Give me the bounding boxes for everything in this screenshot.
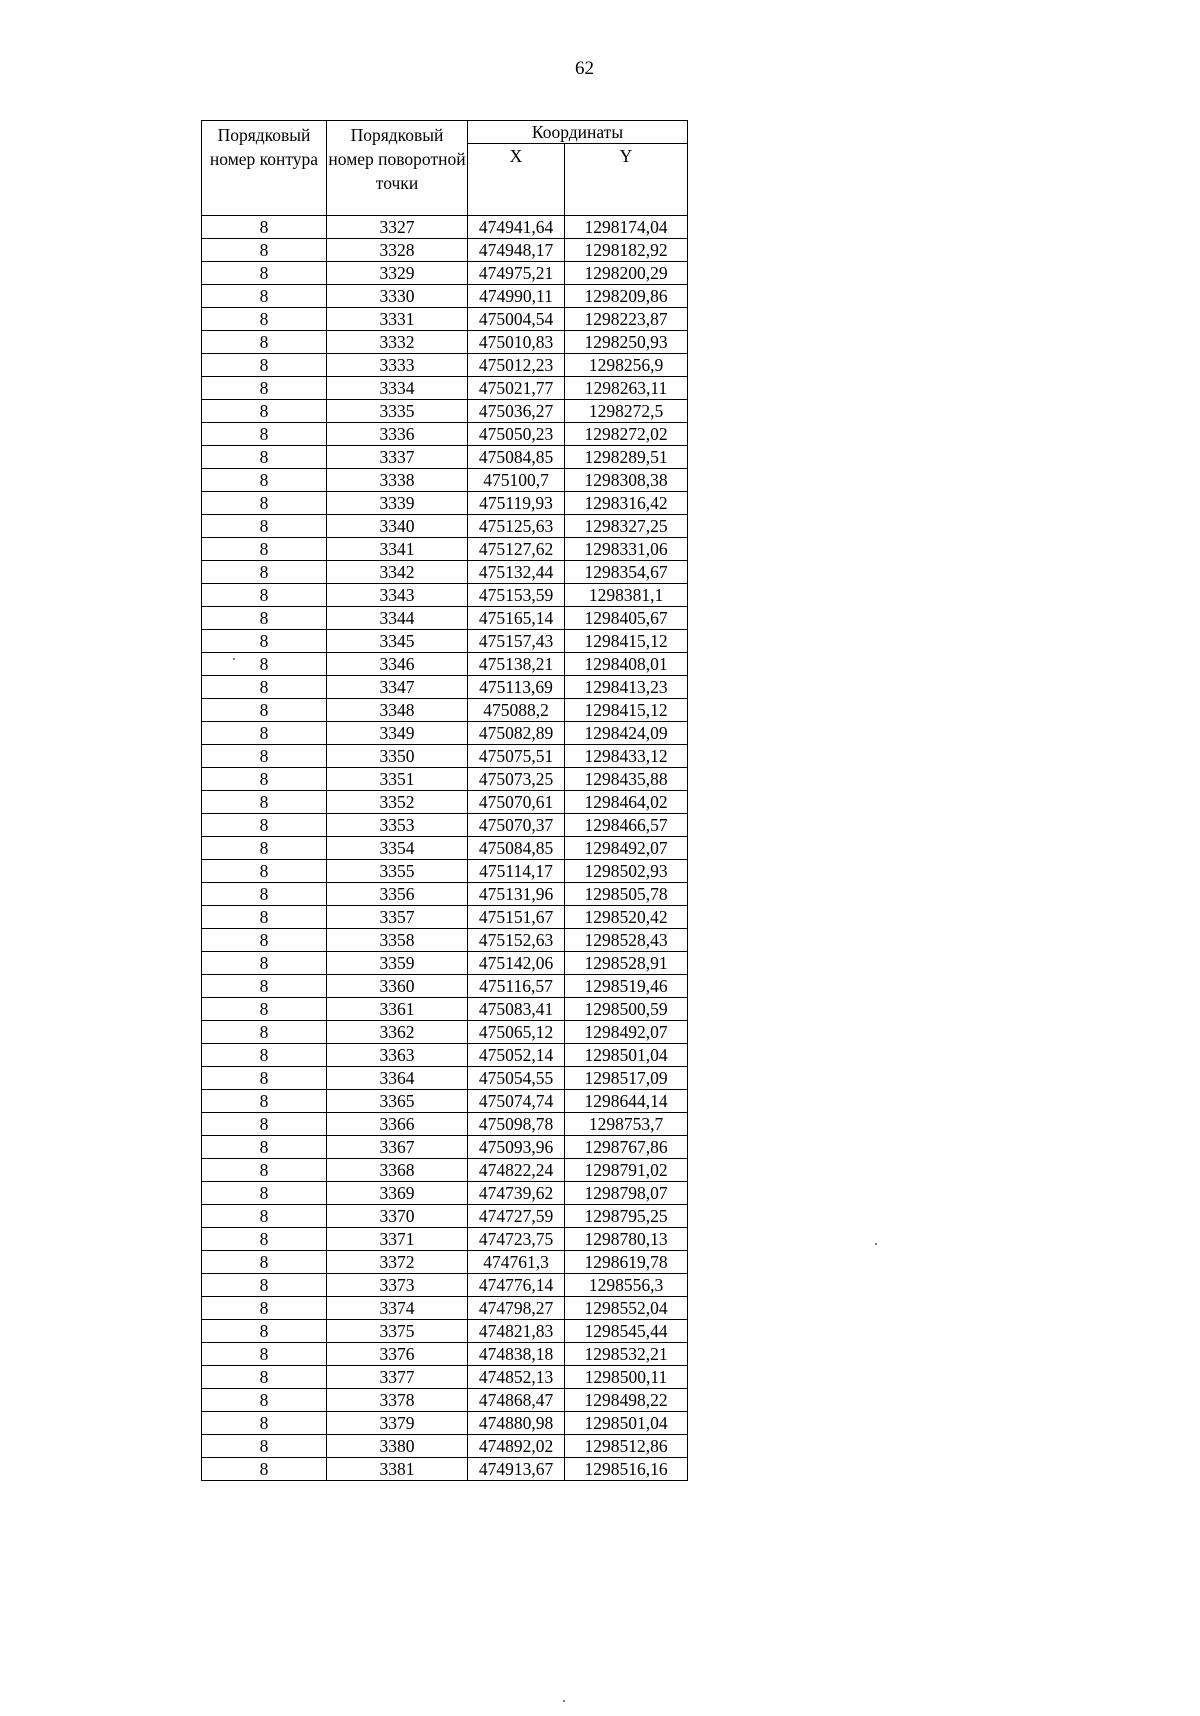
cell-x: 475065,12: [468, 1021, 565, 1044]
cell-point: 3342: [327, 561, 468, 584]
cell-contour: 8: [202, 906, 327, 929]
cell-point: 3375: [327, 1320, 468, 1343]
cell-point: 3333: [327, 354, 468, 377]
table-row: [202, 561, 688, 584]
cell-x: 474838,18: [468, 1343, 565, 1366]
table-row: [202, 1343, 688, 1366]
cell-y: 1298433,12: [565, 745, 688, 768]
table-row: [202, 745, 688, 768]
cell-y: 1298545,44: [565, 1320, 688, 1343]
cell-y: 1298767,86: [565, 1136, 688, 1159]
cell-point: 3354: [327, 837, 468, 860]
table-row: [202, 354, 688, 377]
cell-contour: 8: [202, 561, 327, 584]
cell-point: 3371: [327, 1228, 468, 1251]
cell-x: 474798,27: [468, 1297, 565, 1320]
cell-contour: 8: [202, 1343, 327, 1366]
cell-x: 475153,59: [468, 584, 565, 607]
cell-y: 1298500,59: [565, 998, 688, 1021]
cell-y: 1298223,87: [565, 308, 688, 331]
cell-point: 3350: [327, 745, 468, 768]
table-row: [202, 653, 688, 676]
cell-y: 1298415,12: [565, 630, 688, 653]
cell-contour: 8: [202, 1320, 327, 1343]
table-row: [202, 1044, 688, 1067]
cell-y: 1298753,7: [565, 1113, 688, 1136]
cell-point: 3379: [327, 1412, 468, 1435]
table-row: [202, 1136, 688, 1159]
cell-contour: 8: [202, 1366, 327, 1389]
cell-y: 1298209,86: [565, 285, 688, 308]
cell-contour: 8: [202, 837, 327, 860]
cell-contour: 8: [202, 469, 327, 492]
cell-point: 3364: [327, 1067, 468, 1090]
table-row: [202, 975, 688, 998]
cell-contour: 8: [202, 860, 327, 883]
table-header: [202, 121, 688, 216]
cell-contour: 8: [202, 216, 327, 239]
table-row: [202, 377, 688, 400]
table-row: [202, 1021, 688, 1044]
cell-y: 1298256,9: [565, 354, 688, 377]
page-number: 62: [575, 58, 594, 79]
cell-x: 475075,51: [468, 745, 565, 768]
cell-y: 1298500,11: [565, 1366, 688, 1389]
cell-contour: 8: [202, 929, 327, 952]
cell-x: 474852,13: [468, 1366, 565, 1389]
table-row: [202, 400, 688, 423]
table-row: [202, 239, 688, 262]
cell-y: 1298381,1: [565, 584, 688, 607]
table-row: [202, 998, 688, 1021]
table-body: [202, 216, 688, 1481]
cell-x: 474739,62: [468, 1182, 565, 1205]
cell-y: 1298174,04: [565, 216, 688, 239]
cell-y: 1298435,88: [565, 768, 688, 791]
cell-y: 1298512,86: [565, 1435, 688, 1458]
table-row: [202, 1251, 688, 1274]
cell-y: 1298405,67: [565, 607, 688, 630]
cell-contour: 8: [202, 377, 327, 400]
cell-x: 475114,17: [468, 860, 565, 883]
cell-y: 1298644,14: [565, 1090, 688, 1113]
cell-y: 1298532,21: [565, 1343, 688, 1366]
cell-x: 474913,67: [468, 1458, 565, 1481]
cell-point: 3359: [327, 952, 468, 975]
cell-point: 3352: [327, 791, 468, 814]
table-row: [202, 1458, 688, 1481]
cell-point: 3363: [327, 1044, 468, 1067]
cell-y: 1298498,22: [565, 1389, 688, 1412]
cell-point: 3381: [327, 1458, 468, 1481]
cell-x: 475113,69: [468, 676, 565, 699]
cell-point: 3370: [327, 1205, 468, 1228]
cell-contour: 8: [202, 1435, 327, 1458]
cell-y: 1298327,25: [565, 515, 688, 538]
cell-point: 3335: [327, 400, 468, 423]
cell-point: 3368: [327, 1159, 468, 1182]
cell-contour: 8: [202, 584, 327, 607]
table-row: [202, 883, 688, 906]
cell-point: 3376: [327, 1343, 468, 1366]
cell-contour: 8: [202, 1412, 327, 1435]
cell-contour: 8: [202, 1090, 327, 1113]
cell-x: 474948,17: [468, 239, 565, 262]
cell-point: 3358: [327, 929, 468, 952]
table-row: [202, 1435, 688, 1458]
cell-contour: 8: [202, 1113, 327, 1136]
cell-x: 475036,27: [468, 400, 565, 423]
cell-point: 3360: [327, 975, 468, 998]
table-row: [202, 1205, 688, 1228]
cell-y: 1298413,23: [565, 676, 688, 699]
cell-y: 1298424,09: [565, 722, 688, 745]
cell-y: 1298795,25: [565, 1205, 688, 1228]
table-row: [202, 1182, 688, 1205]
cell-x: 475151,67: [468, 906, 565, 929]
header-contour-number: Порядковый номер контура: [202, 121, 327, 216]
cell-y: 1298501,04: [565, 1412, 688, 1435]
cell-contour: 8: [202, 354, 327, 377]
cell-x: 475165,14: [468, 607, 565, 630]
cell-y: 1298517,09: [565, 1067, 688, 1090]
cell-contour: 8: [202, 1297, 327, 1320]
header-y: Y: [565, 144, 688, 216]
table-row: [202, 469, 688, 492]
cell-point: 3373: [327, 1274, 468, 1297]
cell-x: 475050,23: [468, 423, 565, 446]
cell-point: 3339: [327, 492, 468, 515]
cell-x: 474868,47: [468, 1389, 565, 1412]
cell-point: 3361: [327, 998, 468, 1021]
cell-contour: 8: [202, 423, 327, 446]
coordinates-table: [201, 120, 688, 1481]
scan-speck: [875, 1243, 877, 1245]
cell-contour: 8: [202, 1159, 327, 1182]
table-row: [202, 216, 688, 239]
cell-y: 1298316,42: [565, 492, 688, 515]
table-row: [202, 906, 688, 929]
cell-y: 1298415,12: [565, 699, 688, 722]
cell-point: 3346: [327, 653, 468, 676]
table-row: [202, 308, 688, 331]
table-row: [202, 1320, 688, 1343]
cell-point: 3349: [327, 722, 468, 745]
cell-contour: 8: [202, 745, 327, 768]
cell-x: 475098,78: [468, 1113, 565, 1136]
cell-contour: 8: [202, 791, 327, 814]
cell-point: 3351: [327, 768, 468, 791]
table-row: [202, 722, 688, 745]
cell-contour: 8: [202, 400, 327, 423]
cell-x: 475127,62: [468, 538, 565, 561]
cell-y: 1298308,38: [565, 469, 688, 492]
cell-x: 475138,21: [468, 653, 565, 676]
cell-x: 474990,11: [468, 285, 565, 308]
cell-x: 474822,24: [468, 1159, 565, 1182]
cell-contour: 8: [202, 768, 327, 791]
cell-x: 475073,25: [468, 768, 565, 791]
cell-x: 474880,98: [468, 1412, 565, 1435]
table-row: [202, 1090, 688, 1113]
cell-contour: 8: [202, 492, 327, 515]
cell-contour: 8: [202, 1044, 327, 1067]
cell-point: 3355: [327, 860, 468, 883]
table-row: [202, 1389, 688, 1412]
cell-y: 1298272,5: [565, 400, 688, 423]
cell-y: 1298408,01: [565, 653, 688, 676]
header-coordinates: Координаты: [468, 121, 688, 144]
cell-x: 475012,23: [468, 354, 565, 377]
cell-point: 3366: [327, 1113, 468, 1136]
cell-contour: 8: [202, 1228, 327, 1251]
cell-point: 3331: [327, 308, 468, 331]
cell-x: 475070,61: [468, 791, 565, 814]
cell-contour: 8: [202, 538, 327, 561]
table-row: [202, 1067, 688, 1090]
cell-x: 474723,75: [468, 1228, 565, 1251]
table-row: [202, 1159, 688, 1182]
cell-contour: 8: [202, 1458, 327, 1481]
table-row: [202, 331, 688, 354]
cell-y: 1298331,06: [565, 538, 688, 561]
cell-contour: 8: [202, 1021, 327, 1044]
cell-x: 475054,55: [468, 1067, 565, 1090]
cell-contour: 8: [202, 1067, 327, 1090]
table-row: [202, 1297, 688, 1320]
table-row: [202, 538, 688, 561]
cell-x: 475070,37: [468, 814, 565, 837]
cell-x: 475004,54: [468, 308, 565, 331]
table-row: [202, 1274, 688, 1297]
table-row: [202, 768, 688, 791]
cell-x: 475100,7: [468, 469, 565, 492]
cell-x: 475084,85: [468, 837, 565, 860]
cell-contour: 8: [202, 1389, 327, 1412]
cell-x: 474761,3: [468, 1251, 565, 1274]
cell-contour: 8: [202, 883, 327, 906]
cell-y: 1298289,51: [565, 446, 688, 469]
cell-point: 3353: [327, 814, 468, 837]
cell-y: 1298200,29: [565, 262, 688, 285]
cell-y: 1298780,13: [565, 1228, 688, 1251]
cell-x: 474727,59: [468, 1205, 565, 1228]
cell-x: 475132,44: [468, 561, 565, 584]
table-row: [202, 860, 688, 883]
table-row: [202, 1366, 688, 1389]
table-row: [202, 952, 688, 975]
cell-contour: 8: [202, 975, 327, 998]
cell-y: 1298466,57: [565, 814, 688, 837]
cell-y: 1298354,67: [565, 561, 688, 584]
cell-point: 3357: [327, 906, 468, 929]
table-row: [202, 262, 688, 285]
cell-x: 475021,77: [468, 377, 565, 400]
cell-y: 1298505,78: [565, 883, 688, 906]
cell-x: 475088,2: [468, 699, 565, 722]
cell-x: 475084,85: [468, 446, 565, 469]
cell-point: 3372: [327, 1251, 468, 1274]
cell-point: 3337: [327, 446, 468, 469]
cell-y: 1298501,04: [565, 1044, 688, 1067]
cell-point: 3380: [327, 1435, 468, 1458]
cell-y: 1298263,11: [565, 377, 688, 400]
cell-point: 3347: [327, 676, 468, 699]
cell-x: 474821,83: [468, 1320, 565, 1343]
cell-contour: 8: [202, 952, 327, 975]
cell-contour: 8: [202, 1136, 327, 1159]
cell-point: 3341: [327, 538, 468, 561]
cell-point: 3343: [327, 584, 468, 607]
cell-x: 475157,43: [468, 630, 565, 653]
cell-y: 1298528,91: [565, 952, 688, 975]
table-row: [202, 1113, 688, 1136]
cell-point: 3332: [327, 331, 468, 354]
cell-point: 3369: [327, 1182, 468, 1205]
table-row: [202, 607, 688, 630]
cell-x: 474776,14: [468, 1274, 565, 1297]
cell-y: 1298552,04: [565, 1297, 688, 1320]
cell-y: 1298619,78: [565, 1251, 688, 1274]
cell-contour: 8: [202, 653, 327, 676]
cell-x: 475131,96: [468, 883, 565, 906]
cell-y: 1298516,16: [565, 1458, 688, 1481]
cell-contour: 8: [202, 998, 327, 1021]
cell-x: 475152,63: [468, 929, 565, 952]
cell-contour: 8: [202, 1274, 327, 1297]
cell-contour: 8: [202, 676, 327, 699]
table-row: [202, 814, 688, 837]
cell-point: 3327: [327, 216, 468, 239]
cell-x: 475119,93: [468, 492, 565, 515]
scan-speck: [233, 658, 235, 660]
table-row: [202, 515, 688, 538]
table-row: [202, 1228, 688, 1251]
cell-x: 475082,89: [468, 722, 565, 745]
table-row: [202, 699, 688, 722]
cell-contour: 8: [202, 239, 327, 262]
cell-x: 475125,63: [468, 515, 565, 538]
cell-contour: 8: [202, 1182, 327, 1205]
table-row: [202, 1412, 688, 1435]
table-row: [202, 837, 688, 860]
cell-x: 475116,57: [468, 975, 565, 998]
cell-point: 3362: [327, 1021, 468, 1044]
cell-contour: 8: [202, 1205, 327, 1228]
cell-point: 3344: [327, 607, 468, 630]
cell-x: 475142,06: [468, 952, 565, 975]
cell-point: 3338: [327, 469, 468, 492]
cell-point: 3340: [327, 515, 468, 538]
cell-x: 475083,41: [468, 998, 565, 1021]
cell-contour: 8: [202, 1251, 327, 1274]
cell-contour: 8: [202, 446, 327, 469]
cell-y: 1298182,92: [565, 239, 688, 262]
cell-y: 1298272,02: [565, 423, 688, 446]
cell-x: 475074,74: [468, 1090, 565, 1113]
cell-contour: 8: [202, 285, 327, 308]
cell-point: 3356: [327, 883, 468, 906]
cell-x: 475052,14: [468, 1044, 565, 1067]
cell-contour: 8: [202, 308, 327, 331]
cell-y: 1298492,07: [565, 837, 688, 860]
cell-point: 3334: [327, 377, 468, 400]
cell-contour: 8: [202, 630, 327, 653]
cell-x: 475010,83: [468, 331, 565, 354]
cell-point: 3328: [327, 239, 468, 262]
cell-y: 1298464,02: [565, 791, 688, 814]
cell-point: 3365: [327, 1090, 468, 1113]
table-row: [202, 929, 688, 952]
cell-x: 474941,64: [468, 216, 565, 239]
cell-point: 3367: [327, 1136, 468, 1159]
table-row: [202, 423, 688, 446]
cell-y: 1298791,02: [565, 1159, 688, 1182]
table-row: [202, 630, 688, 653]
cell-point: 3330: [327, 285, 468, 308]
cell-contour: 8: [202, 699, 327, 722]
table-row: [202, 676, 688, 699]
header-point-number: Порядковый номер поворотной точки: [327, 121, 468, 216]
cell-x: 474975,21: [468, 262, 565, 285]
cell-point: 3377: [327, 1366, 468, 1389]
table-row: [202, 584, 688, 607]
cell-y: 1298556,3: [565, 1274, 688, 1297]
table-row: [202, 446, 688, 469]
cell-contour: 8: [202, 262, 327, 285]
cell-point: 3348: [327, 699, 468, 722]
table-row: [202, 285, 688, 308]
cell-y: 1298492,07: [565, 1021, 688, 1044]
cell-x: 475093,96: [468, 1136, 565, 1159]
cell-y: 1298250,93: [565, 331, 688, 354]
cell-contour: 8: [202, 607, 327, 630]
scan-speck: [563, 1700, 565, 1702]
cell-y: 1298798,07: [565, 1182, 688, 1205]
table-row: [202, 492, 688, 515]
header-x: X: [468, 144, 565, 216]
cell-point: 3378: [327, 1389, 468, 1412]
cell-y: 1298519,46: [565, 975, 688, 998]
cell-contour: 8: [202, 515, 327, 538]
cell-contour: 8: [202, 814, 327, 837]
cell-contour: 8: [202, 331, 327, 354]
cell-point: 3374: [327, 1297, 468, 1320]
cell-y: 1298520,42: [565, 906, 688, 929]
table-row: [202, 791, 688, 814]
cell-y: 1298502,93: [565, 860, 688, 883]
cell-point: 3336: [327, 423, 468, 446]
cell-contour: 8: [202, 722, 327, 745]
cell-point: 3329: [327, 262, 468, 285]
cell-y: 1298528,43: [565, 929, 688, 952]
cell-x: 474892,02: [468, 1435, 565, 1458]
cell-point: 3345: [327, 630, 468, 653]
